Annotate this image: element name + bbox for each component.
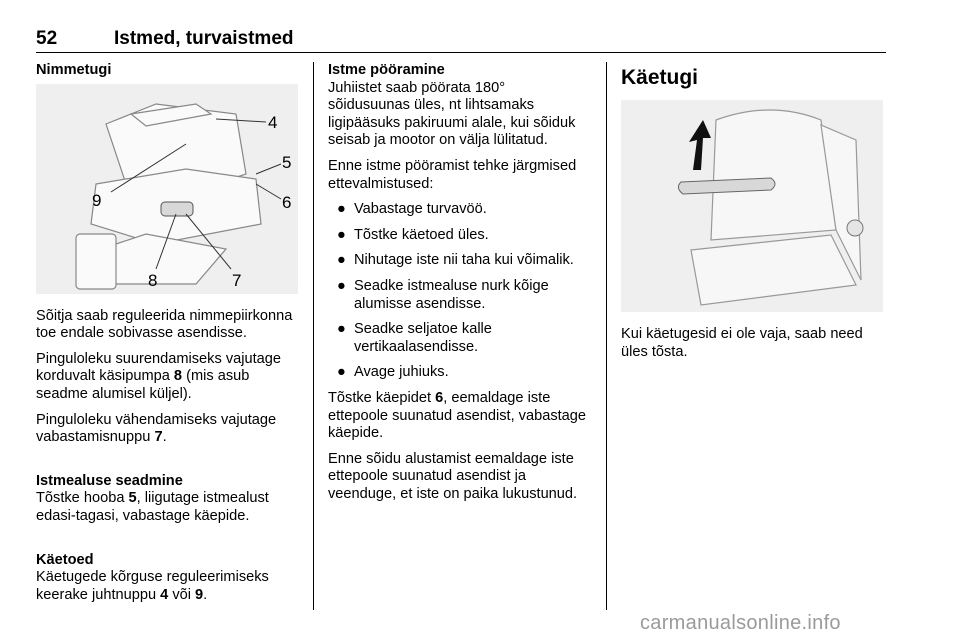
section-heading-armrests: Käetoed [36, 551, 94, 568]
paragraph: Tõstke käepidet 6, eemaldage iste ettepoole suunatud asendist, vabastage käepide. [328, 389, 587, 442]
preparation-list [328, 201, 590, 382]
list-item: ● Tõstke käetoed üles. [337, 226, 489, 243]
paragraph: Pinguloleku vähendamiseks vajutage vabastamisnuppu 7. [36, 411, 277, 446]
column-armrest [621, 62, 889, 369]
list-item: ● Vabastage turvavöö. [337, 201, 487, 218]
list-item: ● Seadke seljatoe kalle vertikaalasendisse. [337, 321, 492, 355]
paragraph: Enne sõidu alustamist eemaldage iste ettepoole suunatud asendist ja veenduge, et iste on paika lukustunud. [328, 450, 578, 502]
page-number: 52 [36, 28, 58, 49]
list-item: ● Avage juhiuks. [337, 364, 449, 381]
watermark: carmanualsonline.info [640, 612, 841, 634]
column-divider [313, 62, 314, 610]
paragraph: Sõitja saab reguleerida nimmepiirkonna toe endale sobivasse asendisse. [36, 307, 293, 342]
adjust-knob-shape [847, 220, 863, 236]
page-title: Istmed, turvaistmed [114, 28, 294, 49]
section-heading-armrest: Käetugi [621, 66, 699, 89]
hand-pump-shape [161, 202, 193, 216]
section-heading-seat-base: Istmealuse seadmine [36, 472, 183, 489]
lumbar-support-illustration [36, 84, 298, 294]
paragraph: Kui käetugesid ei ole vaja, saab need üles tõsta. [621, 326, 863, 360]
paragraph: Käetugede kõrguse reguleerimiseks keerake juhtnuppu 4 või 9. [36, 569, 269, 603]
paragraph: Enne istme pööramist tehke järgmised ettevalmistused: [328, 157, 577, 192]
section-heading-rotation: Istme pööramine [328, 62, 445, 78]
column-seat-rotation [328, 62, 590, 511]
callout-4: 4 [268, 112, 278, 132]
list-item: ● Nihutage iste nii taha kui võimalik. [337, 252, 574, 269]
paragraph: Pinguloleku suurendamiseks vajutage korduvalt käsipumpa 8 (mis asub seadme alumisel küljel). [36, 350, 282, 402]
callout-6: 6 [282, 192, 292, 212]
armrest-illustration [621, 100, 883, 312]
page-header [36, 22, 886, 53]
arrow-up-icon [689, 120, 711, 170]
callout-5: 5 [282, 152, 292, 172]
callout-9: 9 [92, 190, 102, 210]
callout-7: 7 [232, 270, 242, 290]
column-lumbar [36, 62, 298, 612]
column-divider [606, 62, 607, 610]
callout-8: 8 [148, 270, 158, 290]
paragraph: Tõstke hooba 5, liigutage istmealust edasi-tagasi, vabastage käepide. [36, 490, 269, 524]
list-item: ● Seadke istmealuse nurk kõige alumisse asendisse. [337, 277, 549, 312]
paragraph: Juhiistet saab pöörata 180° sõidusuunas üles, nt lihtsamaks ligipääsuks pakiruumi alale, kui sõiduk seisab ja mootor on välja lülitatud. [328, 79, 576, 149]
section-heading-lumbar: Nimmetugi [36, 62, 112, 78]
